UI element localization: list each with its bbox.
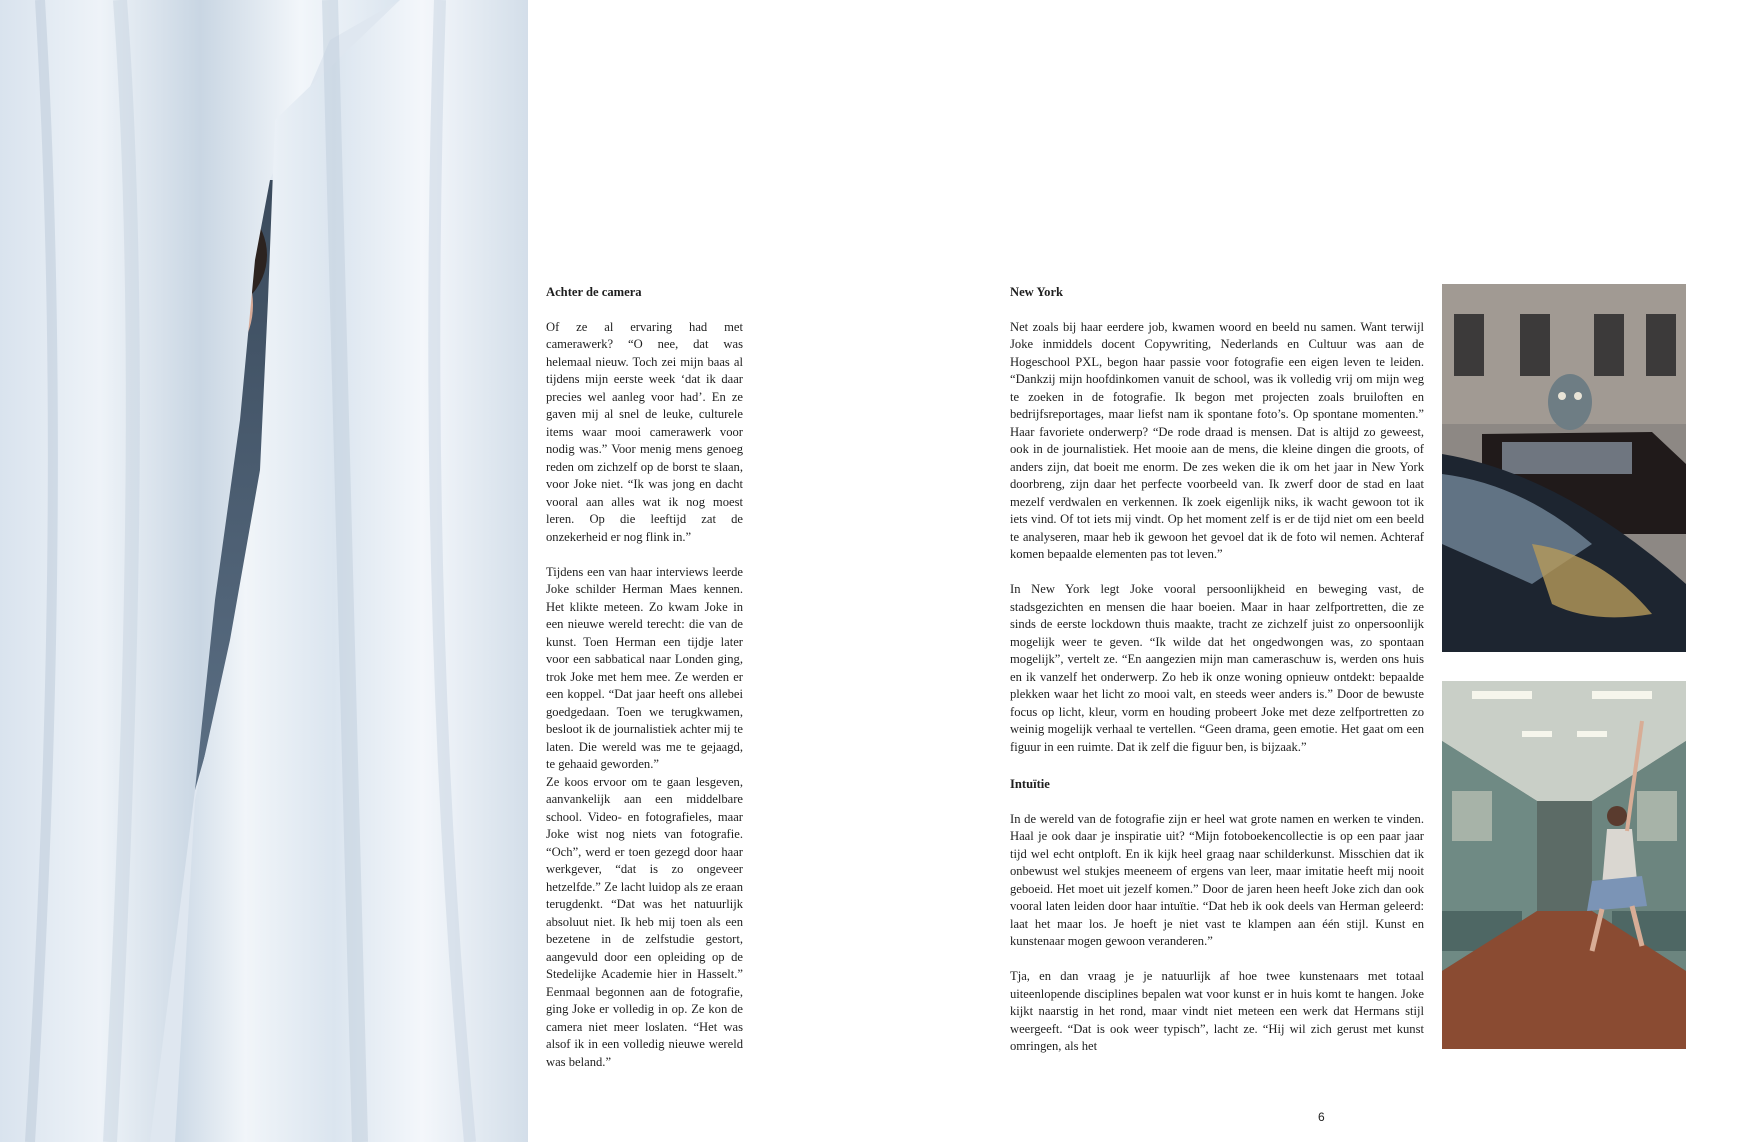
paragraph: Of ze al ervaring had met camerawerk? “O nee, dat was helemaal nieuw. Toch zei mijn baas al tijdens mijn eerste week ‘dat ik daar precies wel aanleg voor had’. En ze gaven mij al snel de leuke, culturele items waar mooi camerawerk voor nodig was.” Voor menig mens genoeg reden om zichzelf op de borst te slaan, voor Joke niet. “Ik was jong en dacht vooral aan alles wat ik nog moest leren. Op die leeftijd zat de onzekerheid er nog flink in.” [546, 319, 743, 544]
article-column-2 [1010, 284, 1424, 1056]
portrait-photo-graphic [0, 0, 528, 1142]
article-column-1 [546, 284, 743, 1089]
page-number: 6 [1318, 1110, 1325, 1124]
street-photo-graphic [1442, 284, 1686, 652]
paragraph: Tijdens een van haar interviews leerde Joke schilder Herman Maes kennen. Het klikte meteen. Zo kwam Joke in een nieuwe wereld terecht: die van de kunst. Toen Herman een tijdje later voor een sabbatical naar Londen ging, trok Joke met hem mee. Ze werden er een koppel. “Dat jaar heeft ons allebei goedgedaan. Toen we terugkwamen, besloot ik de journalistiek achter mij te laten. Die wereld was me te gejaagd, te gehaaid geworden.” [546, 564, 743, 771]
section-heading-intuitie: Intuïtie [1010, 777, 1050, 791]
portrait-behind-curtain-photo [0, 0, 528, 1142]
new-york-street-photo [1442, 284, 1686, 652]
subway-photo-graphic [1442, 681, 1686, 1049]
paragraph: Ze koos ervoor om te gaan lesgeven, aanvankelijk aan een middelbare school. Video- en fotografieles, maar Joke wist nog niets van fotografie. “Och”, werd er toen gezegd door haar werkgever, “dat is zo ongeveer hetzelfde.” Ze lacht luidop als ze eraan terugdenkt. “Dat was het natuurlijk absoluut niet. Ik heb mij toen als een bezetene in de zelfstudie gestort, aangevuld door een opleiding op de Stedelijke Academie hier in Hasselt.” Eenmaal begonnen aan de fotografie, ging Joke er volledig in op. Ze kon de camera niet meer loslaten. “Het was alsof ik in een volledig nieuwe wereld was beland.” [546, 774, 743, 1069]
paragraph: Net zoals bij haar eerdere job, kwamen woord en beeld nu samen. Want terwijl Joke inmiddels docent Copywriting, Nederlands en Cultuur was aan de Hogeschool PXL, begon haar passie voor fotografie een eigen leven te leiden. “Dankzij mijn hoofdinkomen vanuit de school, was ik volledig vrij om mijn weg te zoeken in de fotografie. Ik begon met projecten zoals bruiloften en bedrijfsreportages, maar liefst nam ik spontane foto’s. Op spontane momenten.” Haar favoriete onderwerp? “De rode draad is mensen. Dat is altijd zo geweest, ook in de journalistiek. Het mooie aan de mens, die kleine dingen die groots, of anders zijn, dat boeit me enorm. De zes weken die ik om het jaar in New York doorbreng, zijn daar het perfecte voorbeeld van. Ik zwerf door de stad en laat mezelf verdwalen en verkennen. Ik zoek eigenlijk niks, ik wacht gewoon tot ik iets vind. Of tot iets mij vindt. Op het moment zelf is er de tijd niet om een beeld te analyseren, maar heb ik gewoon het gevoel dat ik de foto wil nemen. Achteraf komen bepaalde elementen pas tot leven.” [1010, 319, 1424, 561]
section-heading-achter-de-camera: Achter de camera [546, 285, 642, 299]
paragraph: In de wereld van de fotografie zijn er heel wat grote namen en werken te vinden. Haal je ook daar je inspiratie uit? “Mijn fotoboekencollectie is op een paar jaar tijd wel echt ontploft. En ik kijk heel graag naar schilderkunst. Misschien dat ik onbewust wel stukjes meeneem of ergens van leer, maar imitatie heeft mij nooit geboeid. Het moet uit jezelf komen.” Door de jaren heen heeft Joke zich dan ook vooral laten leiden door haar intuïtie. “Dat heb ik ook deels van Herman geleerd: laat het maar los. Je hoeft je niet vast te klampen aan één stijl. Kunst en kunstenaar mogen gewoon veranderen.” [1010, 811, 1424, 948]
subway-car-photo [1442, 681, 1686, 1049]
paragraph: Tja, en dan vraag je je natuurlijk af hoe twee kunstenaars met totaal uiteenlopende disciplines bepalen wat voor kunst er in huis komt te hangen. Joke kijkt naarstig in het rond, maar vindt niet meteen een werk dat Hermans stijl weergeeft. “Dat is ook weer typisch”, lacht ze. “Hij wil zich gerust met kunst omringen, als het [1010, 969, 1424, 1053]
section-heading-new-york: New York [1010, 285, 1064, 299]
paragraph: In New York legt Joke vooral persoonlijkheid en beweging vast, de stadsgezichten en mensen die haar boeien. Maar in haar zelfportretten, die ze sinds de eerste lockdown thuis maakte, tracht ze zichzelf juist zo onpersoonlijk mogelijk weer te geven. “Ik wilde dat het ongedwongen was, zo spontaan mogelijk”, vertelt ze. “En aangezien mijn man cameraschuw is, werden ons huis en ik vanzelf het onderwerp. Zo heb ik onze woning opnieuw ontdekt: bepaalde plekken waar het licht zo mooi valt, en steeds weer anders is.” Door de bewuste focus op licht, kleur, vorm en houding probeert Joke met deze zelfportretten zo weinig mogelijk verhaal te vertellen. “Geen drama, geen emotie. Het gaat om een figuur in een ruimte. Dat ik zelf die figuur ben, is bijzaak.” [1010, 582, 1424, 754]
